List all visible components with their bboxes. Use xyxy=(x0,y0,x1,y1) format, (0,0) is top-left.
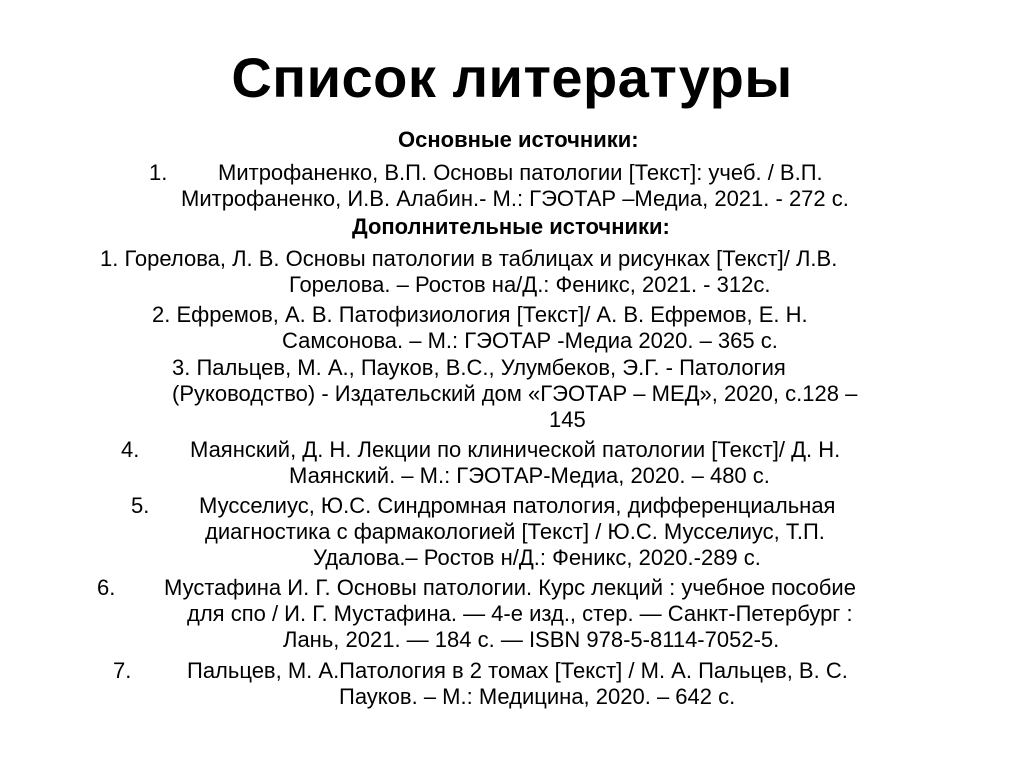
additional-item-4-number: 4. xyxy=(121,437,140,462)
additional-item-5-line-2: диагностика с фармакологией [Текст] / Ю.С. Мусселиус, Т.П. xyxy=(205,519,825,544)
additional-item-6-line-1: Мустафина И. Г. Основы патологии. Курс лекций : учебное пособие xyxy=(164,575,856,600)
slide-title: Список литературы xyxy=(231,46,793,109)
additional-item-2-line-2: Самсонова. – М.: ГЭОТАР -Медиа 2020. – 365 с. xyxy=(282,328,778,353)
additional-item-6-number: 6. xyxy=(97,575,116,600)
additional-item-1-line-2: Горелова. – Ростов на/Д.: Феникс, 2021. - 312с. xyxy=(289,272,771,297)
additional-item-3-line-1: 3. Пальцев, М. А., Пауков, В.С., Улумбеков, Э.Г. - Патология xyxy=(172,355,786,380)
additional-item-4-line-1: Маянский, Д. Н. Лекции по клинической патологии [Текст]/ Д. Н. xyxy=(190,437,841,462)
additional-item-1-line-1: 1. Горелова, Л. В. Основы патологии в таблицах и рисунках [Текст]/ Л.В. xyxy=(100,246,838,271)
additional-item-7-number: 7. xyxy=(113,658,132,683)
additional-item-6-line-2: для спо / И. Г. Мустафина. — 4-е изд., стер. — Санкт-Петербург : xyxy=(187,601,853,626)
additional-item-5-line-3: Удалова.– Ростов н/Д.: Феникс, 2020.-289 с. xyxy=(313,545,761,570)
additional-item-4-line-2: Маянский. – М.: ГЭОТАР-Медиа, 2020. – 480 с. xyxy=(289,463,770,488)
additional-item-2-line-1: 2. Ефремов, А. В. Патофизиология [Текст]/ А. В. Ефремов, Е. Н. xyxy=(152,302,808,327)
main-sources-heading: Основные источники: xyxy=(398,127,639,152)
additional-item-3-line-2: (Руководство) - Издательский дом «ГЭОТАР – МЕД», 2020, с.128 – xyxy=(172,381,858,406)
additional-item-3-line-3: 145 xyxy=(549,407,586,432)
additional-sources-heading: Дополнительные источники: xyxy=(352,214,670,239)
additional-item-5-number: 5. xyxy=(131,493,150,518)
main-item-1-line-2: Митрофаненко, И.В. Алабин.- М.: ГЭОТАР –Медиа, 2021. - 272 с. xyxy=(181,186,849,211)
additional-item-5-line-1: Мусселиус, Ю.С. Синдромная патология, дифференциальная xyxy=(199,493,836,518)
additional-item-7-line-2: Пауков. – М.: Медицина, 2020. – 642 с. xyxy=(339,684,736,709)
additional-item-6-line-3: Лань, 2021. — 184 с. — ISBN 978-5-8114-7052-5. xyxy=(283,627,780,652)
additional-item-7-line-1: Пальцев, М. А.Патология в 2 томах [Текст] / М. А. Пальцев, В. С. xyxy=(187,658,848,683)
main-item-1-line-1: Митрофаненко, В.П. Основы патологии [Текст]: учеб. / В.П. xyxy=(218,160,823,185)
main-item-1-number: 1. xyxy=(149,160,168,185)
